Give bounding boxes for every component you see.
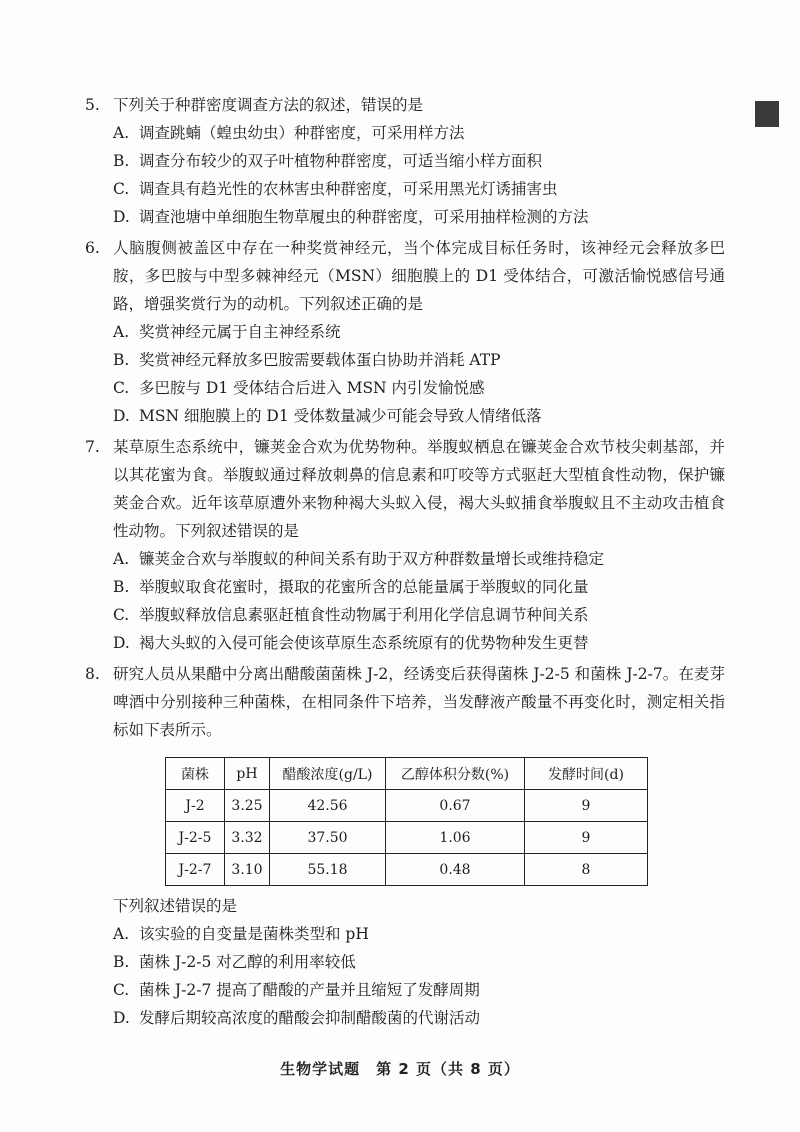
option-text: 调查池塘中单细胞生物草履虫的种群密度，可采用抽样检测的方法 — [139, 208, 589, 226]
table-header-cell: pH — [225, 758, 270, 790]
table-header-cell: 发酵时间(d) — [525, 758, 648, 790]
option-d — [85, 402, 725, 430]
table-header-cell: 醋酸浓度(g/L) — [270, 758, 386, 790]
question-8 — [85, 660, 725, 1032]
table-row — [166, 790, 648, 822]
table-cell: J-2 — [166, 790, 225, 822]
option-text: 奖赏神经元属于自主神经系统 — [139, 323, 341, 341]
option-c — [85, 976, 725, 1004]
question-stem — [85, 91, 725, 119]
table-cell: 0.48 — [386, 854, 525, 886]
option-text: 菌株 J-2-7 提高了醋酸的产量并且缩短了发酵周期 — [139, 981, 480, 999]
option-letter: A. — [113, 323, 130, 341]
option-text: 发酵后期较高浓度的醋酸会抑制醋酸菌的代谢活动 — [139, 1009, 481, 1027]
option-letter: A. — [113, 124, 130, 142]
option-text: 调查具有趋光性的农林害虫种群密度，可采用黑光灯诱捕害虫 — [139, 180, 558, 198]
question-text: 研究人员从果醋中分离出醋酸菌菌株 J-2，经诱变后获得菌株 J-2-5 和菌株 J-2-7。在麦芽啤酒中分别接种三种菌株，在相同条件下培养，当发酵液产酸量不再变化时，测定相关指标如下表所示。 — [113, 665, 725, 739]
option-text: 奖赏神经元释放多巴胺需要载体蛋白协助并消耗 ATP — [139, 351, 501, 369]
option-text: MSN 细胞膜上的 D1 受体数量减少可能会导致人情绪低落 — [139, 407, 542, 425]
option-b — [85, 573, 725, 601]
option-letter: C. — [113, 606, 130, 624]
option-letter: A. — [113, 925, 130, 943]
questions-area — [85, 91, 725, 1032]
data-table-wrapper — [165, 757, 725, 886]
option-a — [85, 920, 725, 948]
option-d — [85, 1004, 725, 1032]
table-cell: 9 — [525, 790, 648, 822]
table-cell: J-2-7 — [166, 854, 225, 886]
table-cell: 0.67 — [386, 790, 525, 822]
question-6 — [85, 234, 725, 430]
question-number: 7. — [85, 438, 100, 456]
question-text: 某草原生态系统中，镰荚金合欢为优势物种。举腹蚁栖息在镰荚金合欢节枝尖刺基部，并以其花蜜为食。举腹蚁通过释放刺鼻的信息素和叮咬等方式驱赶大型植食性动物，保护镰荚金合欢。近年该草原遭外来物种褐大头蚁入侵，褐大头蚁捕食举腹蚁且不主动攻击植食性动物。下列叙述错误的是 — [113, 438, 725, 540]
question-stem — [85, 660, 725, 744]
option-text: 菌株 J-2-5 对乙醇的利用率较低 — [139, 953, 356, 971]
question-prompt: 下列叙述错误的是 — [113, 897, 238, 915]
page-footer: 生物学试题 第 2 页（共 8 页） — [280, 1060, 520, 1078]
option-letter: C. — [113, 379, 130, 397]
question-number: 6. — [85, 239, 100, 257]
page-edge-marker — [755, 101, 779, 127]
table-cell: 42.56 — [270, 790, 386, 822]
option-text: 多巴胺与 D1 受体结合后进入 MSN 内引发愉悦感 — [139, 379, 485, 397]
option-c — [85, 374, 725, 402]
table-cell: 3.32 — [225, 822, 270, 854]
table-cell: 55.18 — [270, 854, 386, 886]
option-a — [85, 545, 725, 573]
table-row — [166, 822, 648, 854]
table-cell: 3.25 — [225, 790, 270, 822]
option-a — [85, 119, 725, 147]
option-letter: D. — [113, 208, 130, 226]
option-letter: C. — [113, 981, 130, 999]
option-text: 调查分布较少的双子叶植物种群密度，可适当缩小样方面积 — [139, 152, 543, 170]
option-b — [85, 346, 725, 374]
question-5 — [85, 91, 725, 231]
option-text: 调查跳蝻（蝗虫幼虫）种群密度，可采用样方法 — [139, 124, 465, 142]
option-letter: D. — [113, 407, 130, 425]
option-letter: B. — [113, 152, 130, 170]
table-header-row — [166, 758, 648, 790]
question-number: 8. — [85, 665, 100, 683]
table-cell: 9 — [525, 822, 648, 854]
question-7 — [85, 433, 725, 657]
question-text: 人脑腹侧被盖区中存在一种奖赏神经元，当个体完成目标任务时，该神经元会释放多巴胺，多巴胺与中型多棘神经元（MSN）细胞膜上的 D1 受体结合，可激活愉悦感信号通路，增强奖赏行为的动机。下列叙述正确的是 — [113, 239, 725, 313]
option-c — [85, 175, 725, 203]
table-cell: 37.50 — [270, 822, 386, 854]
option-letter: D. — [113, 1009, 130, 1027]
option-letter: D. — [113, 634, 130, 652]
option-letter: B. — [113, 351, 130, 369]
option-text: 举腹蚁取食花蜜时，摄取的花蜜所含的总能量属于举腹蚁的同化量 — [139, 578, 589, 596]
option-b — [85, 147, 725, 175]
table-row — [166, 854, 648, 886]
table-cell: 8 — [525, 854, 648, 886]
question-stem — [85, 234, 725, 318]
option-text: 褐大头蚁的入侵可能会使该草原生态系统原有的优势物种发生更替 — [139, 634, 589, 652]
table-cell: 3.10 — [225, 854, 270, 886]
option-a — [85, 318, 725, 346]
option-text: 该实验的自变量是菌株类型和 pH — [139, 925, 369, 943]
question-text: 下列关于种群密度调查方法的叙述，错误的是 — [113, 96, 424, 114]
option-d — [85, 629, 725, 657]
table-header-cell: 乙醇体积分数(%) — [386, 758, 525, 790]
option-b — [85, 948, 725, 976]
option-letter: B. — [113, 953, 130, 971]
table-cell: J-2-5 — [166, 822, 225, 854]
option-letter: C. — [113, 180, 130, 198]
table-cell: 1.06 — [386, 822, 525, 854]
option-text: 镰荚金合欢与举腹蚁的种间关系有助于双方种群数量增长或维持稳定 — [139, 550, 605, 568]
strain-data-table — [165, 757, 648, 886]
table-header-cell: 菌株 — [166, 758, 225, 790]
question-number: 5. — [85, 96, 100, 114]
option-c — [85, 601, 725, 629]
option-text: 举腹蚁释放信息素驱赶植食性动物属于利用化学信息调节种间关系 — [139, 606, 589, 624]
question-stem — [85, 433, 725, 545]
option-letter: A. — [113, 550, 130, 568]
option-d — [85, 203, 725, 231]
option-letter: B. — [113, 578, 130, 596]
